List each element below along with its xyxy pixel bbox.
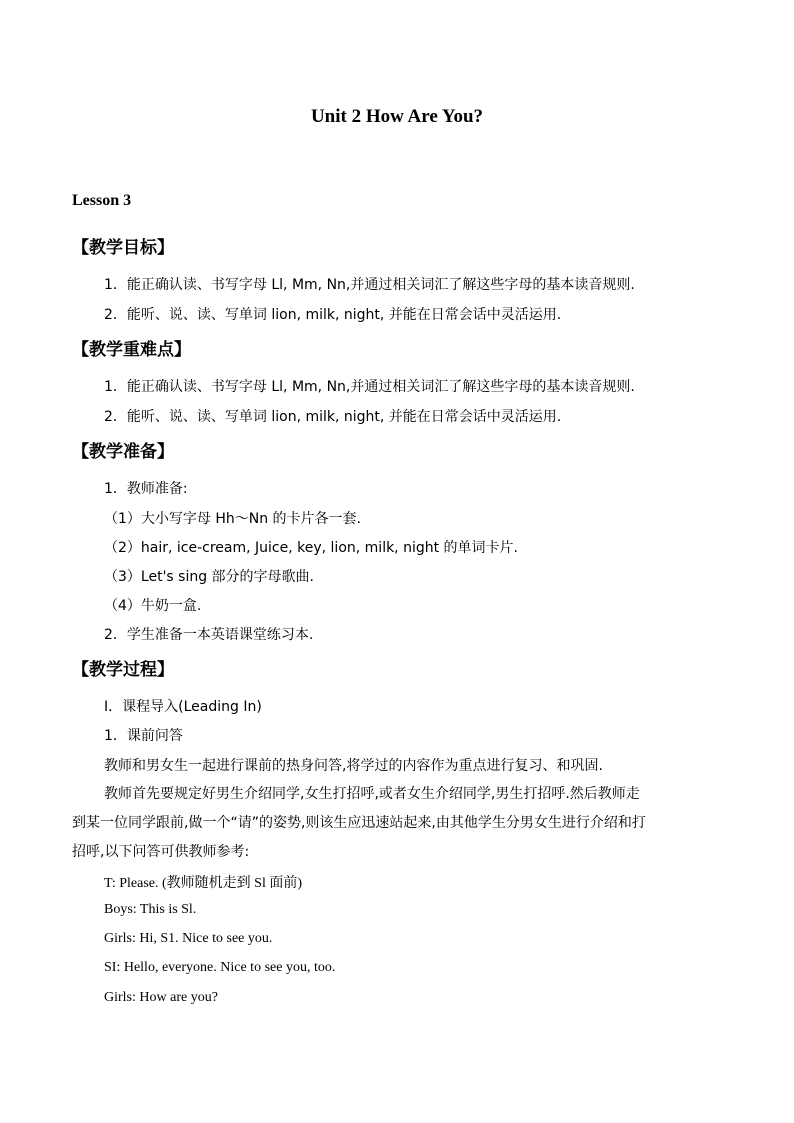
page-title: Unit 2 How Are You? [310, 106, 484, 127]
dialogue-line: SI: Hello, everyone. Nice to see you, too. [104, 960, 336, 975]
preparation-item: （1）大小写字母 Hh～Nn 的卡片各一套. [104, 511, 362, 527]
goals-item: 1．能正确认读、书写字母 Ll, Mm, Nn,并通过相关词汇了解这些字母的基本读音规则. [104, 277, 635, 293]
key-points-item: 2．能听、说、读、写单词 lion, milk, night, 并能在日常会话中灵活运用. [104, 409, 562, 425]
key-points-item: 1．能正确认读、书写字母 Ll, Mm, Nn,并通过相关词汇了解这些字母的基本读音规则. [104, 379, 635, 395]
preparation-heading: 【教学准备】 [72, 442, 174, 462]
dialogue-line: T: Please. (教师随机走到 Sl 面前) [104, 876, 303, 891]
preparation-item: （2）hair, ice-cream, Juice, key, lion, milk, night 的单词卡片. [104, 540, 518, 556]
process-paragraph: 招呼,以下问答可供教师参考: [72, 844, 250, 860]
process-item: 1．课前问答 [104, 728, 183, 744]
process-subheading: Ⅰ．课程导入(Leading In) [104, 699, 262, 715]
lesson-label: Lesson 3 [72, 192, 132, 209]
process-paragraph: 到某一位同学跟前,做一个“请”的姿势,则该生应迅速站起来,由其他学生分男女生进行介绍和打 [72, 815, 646, 831]
process-paragraph: 教师首先要规定好男生介绍同学,女生打招呼,或者女生介绍同学,男生打招呼.然后教师走 [104, 786, 640, 802]
preparation-item: 2．学生准备一本英语课堂练习本. [104, 627, 314, 643]
process-paragraph: 教师和男女生一起进行课前的热身问答,将学过的内容作为重点进行复习、和巩固. [104, 758, 603, 774]
dialogue-line: Girls: Hi, S1. Nice to see you. [104, 931, 273, 946]
goals-item: 2．能听、说、读、写单词 lion, milk, night, 并能在日常会话中灵活运用. [104, 307, 562, 323]
dialogue-line: Girls: How are you? [104, 990, 218, 1005]
preparation-item: 1．教师准备: [104, 481, 188, 497]
preparation-item: （4）牛奶一盒. [104, 598, 202, 614]
goals-heading: 【教学目标】 [72, 238, 174, 258]
dialogue-line: Boys: This is Sl. [104, 902, 197, 917]
process-heading: 【教学过程】 [72, 660, 174, 680]
key-points-heading: 【教学重难点】 [72, 340, 191, 360]
preparation-item: （3）Let's sing 部分的字母歌曲. [104, 569, 314, 585]
